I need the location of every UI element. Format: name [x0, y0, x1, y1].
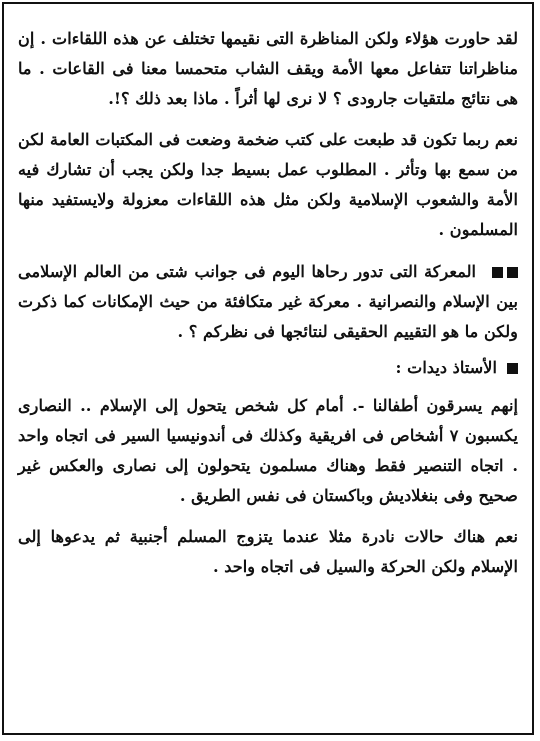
square-bullet-icon	[507, 363, 518, 374]
question-paragraph	[18, 257, 518, 347]
speaker-line	[18, 353, 518, 383]
question-text: المعركة التى تدور رحاها اليوم فى جوانب شتى من العالم الإسلامى بين الإسلام والنصرانية . معركة غير متكافئة من حيث الإمكانات كما ذكرت ولكن ما هو التقييم الحقيقى لنتائجها فى نظركم ؟ .	[18, 262, 518, 341]
document-page	[2, 2, 534, 735]
answer-paragraph: إنهم يسرقون أطفالنا -. أمام كل شخص يتحول إلى الإسلام .. النصارى يكسبون ٧ أشخاص فى افريقية وكذلك فى أندونيسيا السير فى اتجاه واحد . اتجاه التنصير فقط وهناك مسلمون يتحولون إلى نصارى والعكس غير صحيح وفى بنغلاديش وباكستان فى نفس الطريق .	[18, 396, 518, 505]
article-body	[18, 14, 518, 723]
paragraph-2: نعم ربما تكون قد طبعت على كتب ضخمة وضعت فى المكتبات العامة لكن من سمع بها وتأثر . المطلوب عمل بسيط جدا ولكن يجب أن تشارك فيه الأمة والشعوب الإسلامية ولكن مثل هذه اللقاءات معزولة ولايستفيد منها المسلمون .	[18, 130, 518, 239]
paragraph-1: لقد حاورت هؤلاء ولكن المناظرة التى نقيمها تختلف عن هذه اللقاءات . إن مناظراتنا تتفاعل معها الأمة ويقف الشاب متحمسا معنا فى القاعات . ما هى نتائج ملتقيات جارودى ؟ لا نرى لها أثراً . ماذا بعد ذلك ؟!.	[18, 29, 518, 108]
double-square-icon	[488, 262, 518, 281]
final-paragraph: نعم هناك حالات نادرة مثلا عندما يتزوج المسلم أجنبية ثم يدعوها إلى الإسلام ولكن الحركة والسيل فى اتجاه واحد .	[18, 527, 518, 576]
speaker-name: الأستاذ ديدات :	[395, 358, 497, 377]
